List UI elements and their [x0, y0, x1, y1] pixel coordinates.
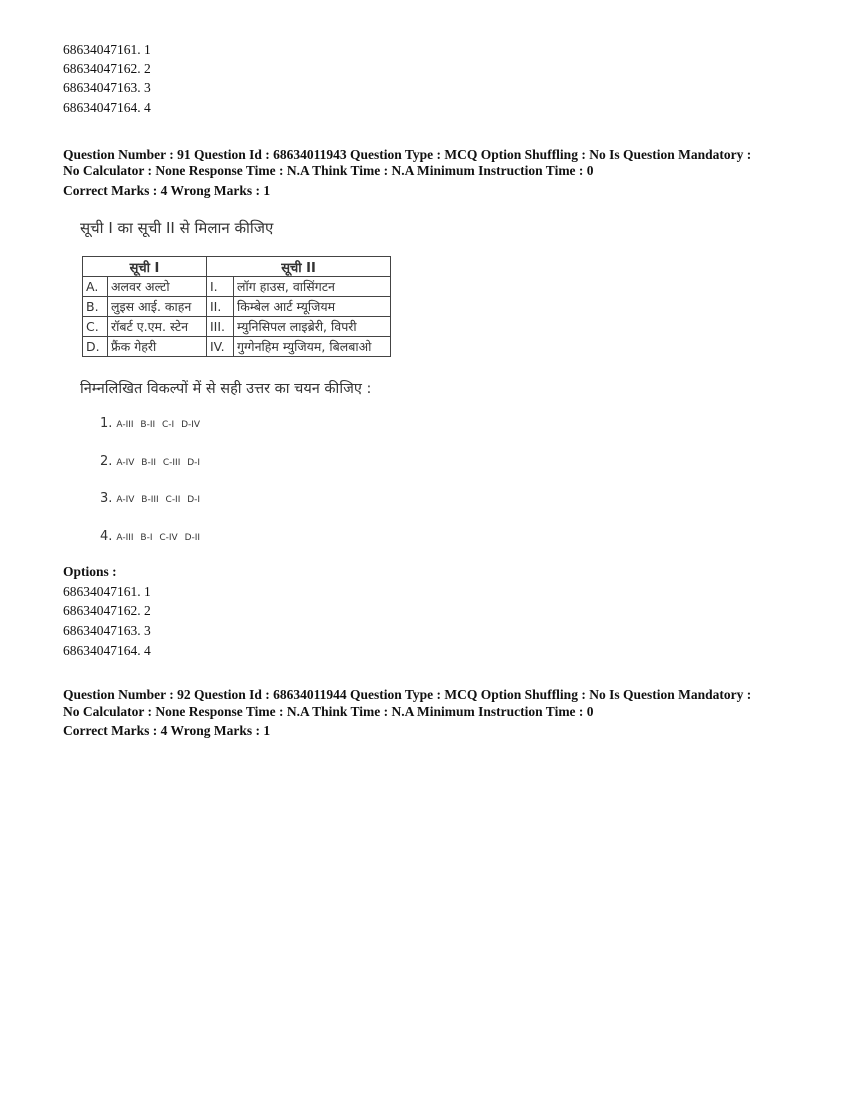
row-key-right: IV. — [207, 337, 234, 357]
prev-option-3: 68634047163. 3 — [63, 80, 151, 95]
table-row — [83, 317, 391, 337]
row-key-right: I. — [207, 277, 234, 297]
row-value-right: म्युनिसिपल लाइब्रेरी, विपरी — [234, 317, 391, 337]
match-table — [82, 256, 391, 357]
row-key-left: A. — [83, 277, 108, 297]
q91-instruction: सूची I का सूची II से मिलान कीजिए — [80, 219, 274, 237]
prev-option-4: 68634047164. 4 — [63, 100, 151, 115]
answer-text: A-III B-I C-IV D-II — [116, 533, 201, 543]
answer-choice-3 — [100, 491, 200, 506]
row-value-left: फ्रैंक गेहरी — [108, 337, 207, 357]
row-value-left: अलवर अल्टो — [108, 277, 207, 297]
q91-option-4: 68634047164. 4 — [63, 643, 151, 658]
table-row — [83, 277, 391, 297]
prev-option-2: 68634047162. 2 — [63, 61, 151, 76]
q91-question-body — [80, 218, 420, 553]
q91-marks: Correct Marks : 4 Wrong Marks : 1 — [63, 183, 271, 198]
q91-option-2: 68634047162. 2 — [63, 603, 151, 618]
answer-text: A-IV B-II C-III D-I — [116, 458, 201, 468]
table-header-row — [83, 257, 391, 277]
q91-choose-instruction: निम्नलिखित विकल्पों में से सही उत्तर का चयन कीजिए : — [80, 381, 372, 397]
table-row — [83, 337, 391, 357]
answer-text: A-III B-II C-I D-IV — [116, 420, 201, 430]
q92-header-line1: Question Number : 92 Question Id : 68634011944 Question Type : MCQ Option Shuffling : No Is Question Mandatory : — [63, 687, 752, 702]
q91-option-3: 68634047163. 3 — [63, 623, 151, 638]
list-1-header: सूची I — [83, 257, 207, 277]
prev-option-1: 68634047161. 1 — [63, 42, 151, 57]
answer-choice-4 — [100, 529, 200, 544]
row-key-right: III. — [207, 317, 234, 337]
row-value-right: लॉग हाउस, वासिंगटन — [234, 277, 391, 297]
row-value-right: किम्बेल आर्ट म्यूजियम — [234, 297, 391, 317]
answer-choice-2 — [100, 454, 200, 469]
row-value-left: लुइस आई. काहन — [108, 297, 207, 317]
q92-header-line2: No Calculator : None Response Time : N.A Think Time : N.A Minimum Instruction Time : 0 — [63, 704, 594, 719]
row-key-right: II. — [207, 297, 234, 317]
answer-number: 1. — [100, 416, 113, 431]
answer-choice-1 — [100, 416, 200, 431]
answer-number: 4. — [100, 529, 113, 544]
row-key-left: B. — [83, 297, 108, 317]
q91-options-label: Options : — [63, 564, 117, 579]
answer-text: A-IV B-III C-II D-I — [116, 495, 201, 505]
answer-number: 2. — [100, 454, 113, 469]
row-value-right: गुग्गेनहिम म्युजियम, बिलबाओ — [234, 337, 391, 357]
q91-header-line1: Question Number : 91 Question Id : 68634011943 Question Type : MCQ Option Shuffling : No Is Question Mandatory : — [63, 147, 752, 162]
row-key-left: C. — [83, 317, 108, 337]
table-row — [83, 297, 391, 317]
answer-number: 3. — [100, 491, 113, 506]
q91-header-line2: No Calculator : None Response Time : N.A Think Time : N.A Minimum Instruction Time : 0 — [63, 163, 594, 178]
row-value-left: रॉबर्ट ए.एम. स्टेन — [108, 317, 207, 337]
q91-option-1: 68634047161. 1 — [63, 584, 151, 599]
q92-marks: Correct Marks : 4 Wrong Marks : 1 — [63, 723, 271, 738]
list-2-header: सूची II — [207, 257, 391, 277]
row-key-left: D. — [83, 337, 108, 357]
